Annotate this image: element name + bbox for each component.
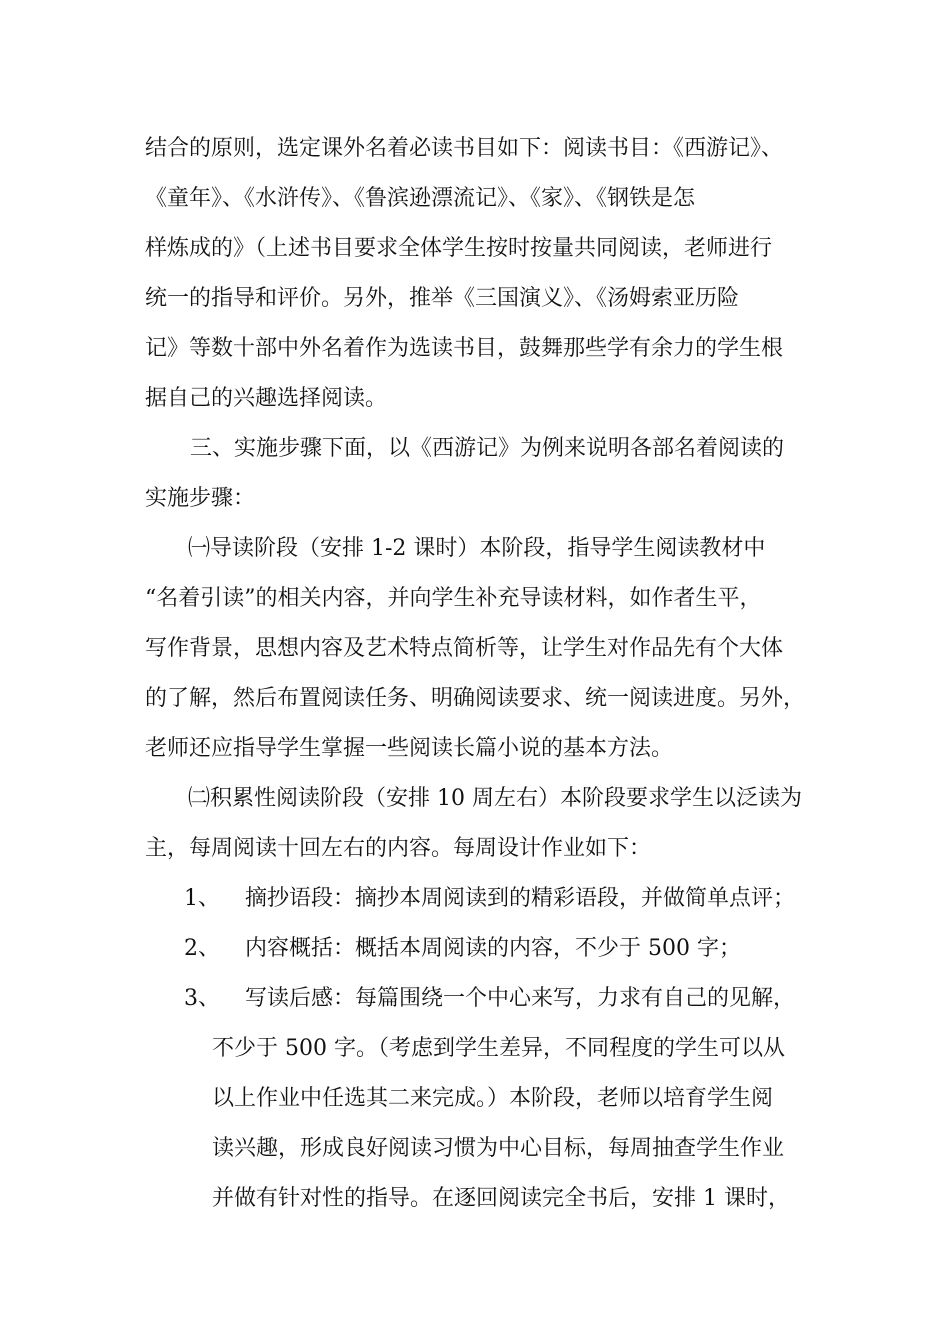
list-item-text: 不少于 500 字。（考虑到学生差异，不同程度的学生可以从 (212, 1036, 785, 1061)
list-item-number: 2、 (184, 936, 220, 961)
text-line: 记》等数十部中外名着作为选读书目，鼓舞那些学有余力的学生根 (145, 336, 784, 361)
list-item-text: 以上作业中任选其二来完成。）本阶段，老师以培育学生阅 (212, 1086, 774, 1111)
list-item-number: 1、 (184, 886, 220, 911)
text-line: 老师还应指导学生掌握一些阅读长篇小说的基本方法。 (145, 736, 674, 761)
text-line: 《童年》、《水浒传》、《鲁滨逊漂流记》、《家》、《钢铁是怎 (145, 186, 696, 211)
text-line: ㈠导读阶段（安排 1-2 课时）本阶段，指导学生阅读教材中 (188, 536, 766, 561)
text-line: 样炼成的》（上述书目要求全体学生按时按量共同阅读，老师进行 (145, 236, 773, 261)
text-line: ㈡积累性阅读阶段（安排 10 周左右）本阶段要求学生以泛读为 (188, 786, 802, 811)
list-item-text: 摘抄语段：摘抄本周阅读到的精彩语段，并做简单点评； (245, 886, 796, 911)
list-item-number: 3、 (184, 986, 220, 1011)
text-line: 三、实施步骤下面，以《西游记》为例来说明各部名着阅读的 (190, 436, 785, 461)
text-line: 实施步骤： (145, 486, 256, 511)
list-item-text: 写读后感：每篇围绕一个中心来写，力求有自己的见解， (245, 986, 796, 1011)
text-line: 写作背景，思想内容及艺术特点简析等，让学生对作品先有个大体 (145, 636, 784, 661)
list-item-text: 读兴趣，形成良好阅读习惯为中心目标，每周抽查学生作业 (212, 1136, 785, 1161)
text-line: 统一的指导和评价。另外，推举《三国演义》、《汤姆索亚历险 (145, 286, 740, 311)
list-item-text: 内容概括：概括本周阅读的内容，不少于 500 字； (245, 936, 741, 961)
text-line: 据自己的兴趣选择阅读。 (145, 386, 388, 411)
text-line: “名着引读”的相关内容，并向学生补充导读材料，如作者生平， (145, 586, 762, 611)
list-item-text: 并做有针对性的指导。在逐回阅读完全书后，安排 1 课时， (212, 1186, 790, 1211)
text-line: 的了解，然后布置阅读任务、明确阅读要求、统一阅读进度。另外， (145, 686, 806, 711)
text-line: 主，每周阅读十回左右的内容。每周设计作业如下： (145, 836, 652, 861)
text-line: 结合的原则，选定课外名着必读书目如下：阅读书目：《西游记》、 (145, 136, 784, 161)
